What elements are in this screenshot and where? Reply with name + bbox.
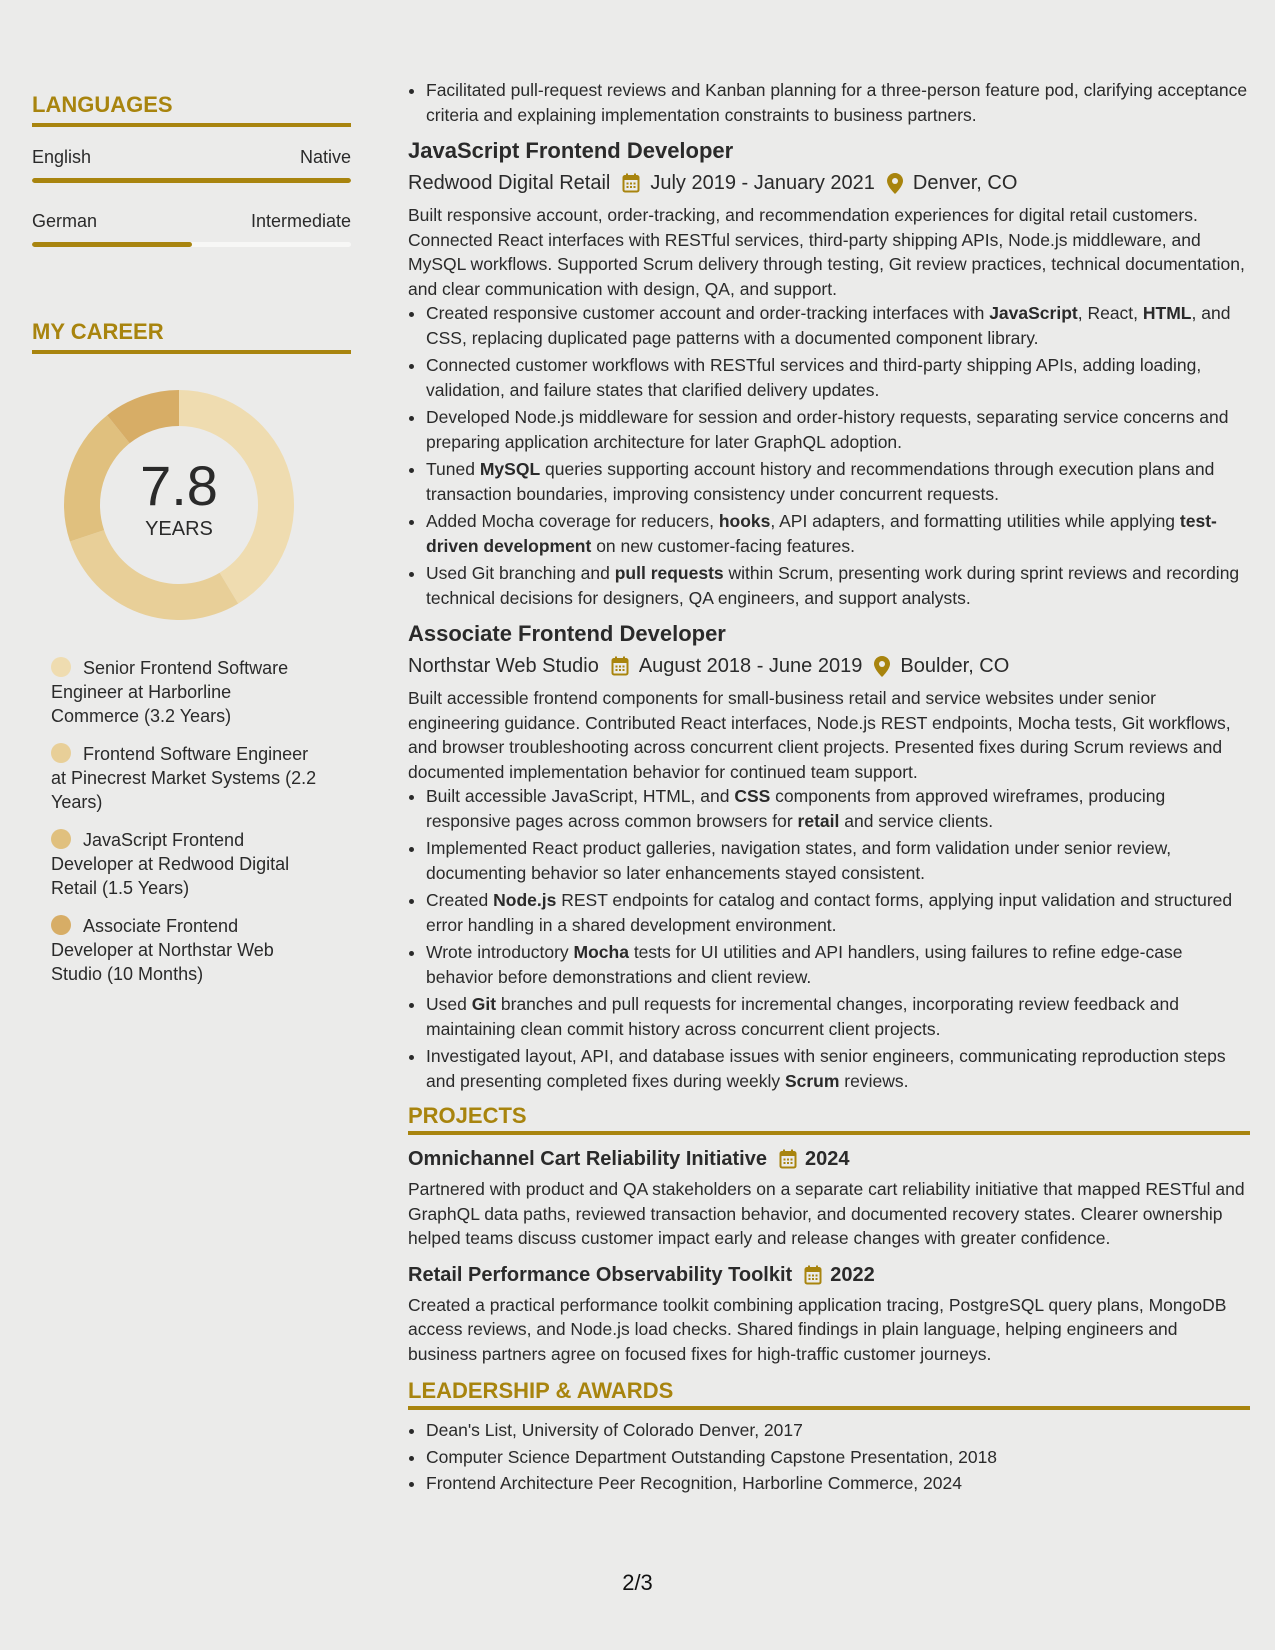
job-summary: Built accessible frontend components for small-business retail and service websites under senior engineering guidance. Contributed React interfaces, Node.js REST endpoints, Mocha tests, Git workflows, and browser troubleshooting across concurrent client projects. Presented fixes during Scrum reviews and documented implementation behavior for continued team support. [408,688,1231,782]
bullet-item: • Built accessible JavaScript, HTML, and CSS components from approved wireframes, producing responsive pages across common browsers for retail and service clients. [426,784,1250,833]
project-entry [408,1145,1250,1251]
project-title-row [408,1261,1250,1289]
languages-heading: LANGUAGES [32,92,351,127]
language-name: English [32,147,92,167]
company-name: Northstar Web Studio [408,655,599,677]
language-proficiency-bar [32,242,351,247]
language-proficiency-fill [32,178,351,183]
language-proficiency-fill [32,242,192,247]
bullet-item: • Investigated layout, API, and database issues with senior engineers, communicating reproduction steps and presenting completed fixes during weekly Scrum reviews. [426,1044,1250,1093]
project-title-row [408,1145,1250,1173]
job-dates: August 2018 - June 2019 [638,655,863,677]
career-donut-chart [64,390,294,620]
legend-text: JavaScript Frontend Developer at Redwood Digital Retail (1.5 Years) [51,830,290,898]
main-content [408,78,1250,1498]
carryover-bullets [408,78,1250,127]
project-title: Retail Performance Observability Toolkit [408,1263,793,1286]
career-years-label: YEARS [145,518,213,540]
bullet-item: • Tuned MySQL queries supporting account history and recommendations through execution plans and transaction boundaries, improving consistency under concurrent requests. [426,457,1250,506]
language-level: Intermediate [250,211,351,231]
legend-item [51,742,321,814]
language-proficiency-bar [32,178,351,183]
legend-dot-icon [51,743,71,763]
calendar-icon [622,173,640,193]
bullet-item: • Created responsive customer account and order-tracking interfaces with JavaScript, React, HTML, and CSS, replacing duplicated page patterns with a documented component library. [426,301,1250,350]
calendar-icon [611,656,629,676]
job-entry [408,620,1250,1093]
legend-item [51,656,321,728]
bullet-item: • Developed Node.js middleware for session and order-history requests, separating service concerns and preparing application architecture for later GraphQL adoption. [426,405,1250,454]
job-meta [408,169,1250,197]
legend-dot-icon [51,829,71,849]
bullet-item: • Added Mocha coverage for reducers, hooks, API adapters, and formatting utilities while applying test-driven development on new customer-facing features. [426,509,1250,558]
job-dates: July 2019 - January 2021 [650,172,875,194]
sidebar [32,92,351,1000]
legend-text: Associate Frontend Developer at Northstar Web Studio (10 Months) [51,916,274,984]
job-meta [408,652,1250,680]
projects-heading: PROJECTS [408,1103,1250,1135]
job-title: Associate Frontend Developer [408,621,726,646]
job-entry [408,137,1250,610]
job-location: Denver, CO [912,172,1018,194]
legend-text: Senior Frontend Software Engineer at Harborline Commerce (3.2 Years) [51,658,289,726]
language-item-english [32,147,351,183]
calendar-icon [804,1265,822,1285]
language-item-german [32,211,351,247]
legend-item [51,914,321,986]
award-item: • Dean's List, University of Colorado Denver, 2017 [426,1418,1250,1443]
legend-dot-icon [51,657,71,677]
project-year: 2022 [830,1263,875,1286]
bullet-item: • Wrote introductory Mocha tests for UI utilities and API handlers, using failures to refine edge-case behavior before demonstrations and client review. [426,940,1250,989]
language-level: Native [299,147,351,167]
bullet-item: • Used Git branching and pull requests within Scrum, presenting work during sprint reviews and recording technical decisions for designers, QA engineers, and support analysts. [426,561,1250,610]
language-name: German [32,211,98,231]
bullet-item: • Facilitated pull-request reviews and Kanban planning for a three-person feature pod, clarifying acceptance criteria and explaining implementation constraints to business partners. [426,78,1250,127]
job-summary: Built responsive account, order-tracking, and recommendation experiences for digital retail customers. Connected React interfaces with RESTful services, third-party shipping APIs, Node.js middleware, and MySQL workflows. Supported Scrum delivery through testing, Git review practices, technical documentation, and clear communication with design, QA, and support. [408,205,1245,299]
legend-dot-icon [51,915,71,935]
awards-list [408,1418,1250,1496]
award-item: • Frontend Architecture Peer Recognition, Harborline Commerce, 2024 [426,1471,1250,1496]
project-title: Omnichannel Cart Reliability Initiative [408,1148,767,1170]
career-legend [51,656,321,986]
awards-heading: LEADERSHIP & AWARDS [408,1378,1250,1410]
project-description: Created a practical performance toolkit combining application tracing, PostgreSQL query plans, MongoDB access reviews, and Node.js load checks. Shared findings in plain language, helping engineers and business partners agree on focused fixes for high-traffic customer journeys. [408,1294,1227,1364]
bullet-item: • Created Node.js REST endpoints for catalog and contact forms, applying input validation and structured error handling in a shared development environment. [426,888,1250,937]
job-bullets [408,301,1250,610]
location-pin-icon [874,656,890,677]
job-location: Boulder, CO [900,655,1010,677]
bullet-item: • Implemented React product galleries, navigation states, and form validation under senior review, documenting behavior so later enhancements stayed consistent. [426,836,1250,885]
calendar-icon [779,1149,797,1169]
bullet-item: • Connected customer workflows with RESTful services and third-party shipping APIs, adding loading, validation, and failure states that clarified delivery updates. [426,353,1250,402]
legend-text: Frontend Software Engineer at Pinecrest Market Systems (2.2 Years) [51,744,317,812]
location-pin-icon [887,173,903,194]
page-number: 2/3 [622,1570,653,1595]
award-item: • Computer Science Department Outstanding Capstone Presentation, 2018 [426,1445,1250,1470]
job-title: JavaScript Frontend Developer [408,138,734,163]
job-bullets [408,784,1250,1093]
career-heading: MY CAREER [32,319,351,354]
project-description: Partnered with product and QA stakeholders on a separate cart reliability initiative that mapped RESTful and GraphQL data paths, reviewed transaction behavior, and documented recovery states. Clearer ownership helped teams discuss customer impact early and release changes with greater confidence. [408,1179,1245,1248]
bullet-item: • Used Git branches and pull requests for incremental changes, incorporating review feedback and maintaining clean commit history across concurrent client projects. [426,992,1250,1041]
project-entry [408,1261,1250,1367]
company-name: Redwood Digital Retail [408,172,611,194]
legend-item [51,828,321,900]
career-years-value: 7.8 [140,454,218,517]
project-year: 2024 [804,1148,850,1170]
